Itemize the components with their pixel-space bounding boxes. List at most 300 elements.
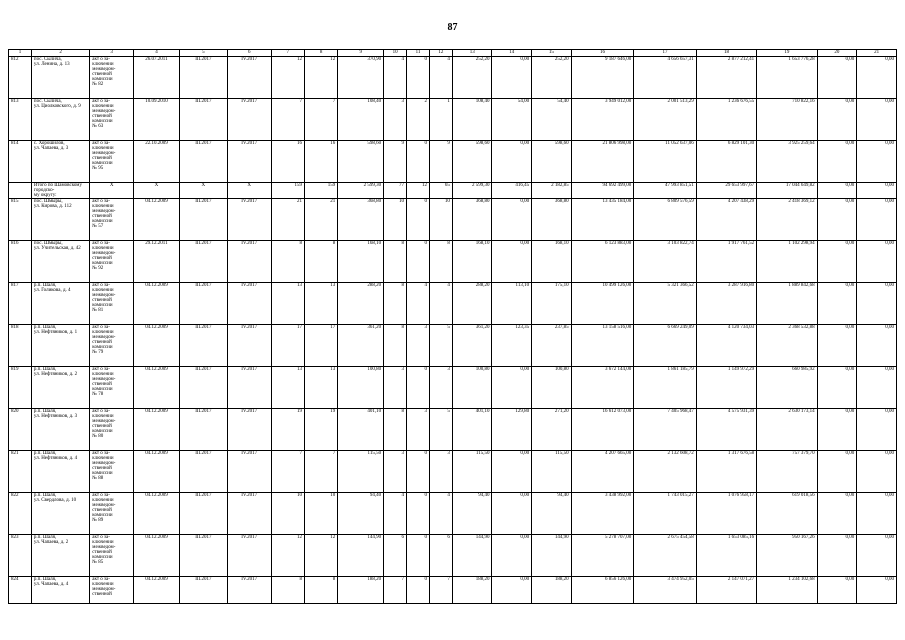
table-cell: 4 207 665,00	[571, 451, 634, 493]
table-cell: 819	[9, 367, 32, 409]
table-cell: IV.2017	[227, 241, 271, 283]
table-body	[9, 57, 897, 604]
table-cell: 370,90	[338, 57, 384, 99]
table-cell: 0,00	[857, 57, 897, 99]
table-row	[9, 141, 897, 183]
table-cell: 660 985,92	[757, 367, 817, 409]
table-cell: 77	[384, 183, 407, 199]
table-cell: акт о за- ключении межведом- ственной комиссии № 63	[90, 99, 134, 141]
table-cell: 5 321 366,52	[634, 283, 697, 325]
column-number-header: 3	[90, 50, 134, 57]
table-cell: 1 861 185,79	[634, 367, 697, 409]
table-cell: 3 287 916,80	[696, 283, 756, 325]
table-cell: 9 187 646,00	[571, 57, 634, 99]
table-cell: 04.12.2009	[134, 493, 180, 535]
table-cell: 598,60	[452, 141, 492, 183]
table-cell: 4 207 438,29	[696, 199, 756, 241]
table-cell: 2 599,30	[338, 183, 384, 199]
table-cell: 0,00	[817, 57, 857, 99]
table-cell: 13 435 184,00	[571, 199, 634, 241]
table-cell: 168,10	[338, 241, 384, 283]
table-cell: 0,00	[817, 367, 857, 409]
table-cell: 7	[304, 99, 337, 141]
table-cell: 1 234 102,68	[757, 577, 817, 604]
table-cell: акт о за- ключении межведом- ственной комиссии № 85	[90, 535, 134, 577]
table-cell: 2	[407, 99, 430, 141]
table-cell: акт о за- ключении межведом- ственной комиссии № 88	[90, 451, 134, 493]
table-cell: 0,00	[857, 241, 897, 283]
table-cell: пос. Шмыры, ул. Учительская, д. 42	[31, 241, 89, 283]
column-number-header: 6	[227, 50, 271, 57]
table-cell: 3	[384, 367, 407, 409]
table-cell: 5	[429, 409, 452, 451]
table-cell: 6 809 576,59	[634, 199, 697, 241]
table-cell: 5	[429, 325, 452, 367]
table-cell: 94,40	[532, 493, 572, 535]
table-row	[9, 409, 897, 451]
table-cell: 288,20	[452, 283, 492, 325]
table-cell: 288,20	[338, 283, 384, 325]
table-cell: 144,90	[532, 535, 572, 577]
table-cell: 0	[407, 199, 430, 241]
column-number-header: 16	[571, 50, 634, 57]
column-number-header: 1	[9, 50, 32, 57]
table-row	[9, 451, 897, 493]
table-cell: 598,60	[338, 141, 384, 183]
table-cell: 10	[271, 493, 304, 535]
table-cell: 3	[384, 99, 407, 141]
table-cell: 0,00	[817, 199, 857, 241]
table-cell: 0,00	[857, 367, 897, 409]
table-cell: 0,00	[492, 57, 532, 99]
column-number-header: 9	[338, 50, 384, 57]
table-cell: 0,00	[857, 183, 897, 199]
table-cell: 9	[429, 141, 452, 183]
table-cell: 12	[304, 57, 337, 99]
table-cell: 361,20	[338, 325, 384, 367]
column-number-header: 18	[696, 50, 756, 57]
column-number-header: 11	[407, 50, 430, 57]
table-cell: 04.12.2009	[134, 283, 180, 325]
table-cell: 3	[407, 409, 430, 451]
table-cell: 10	[384, 199, 407, 241]
table-cell: 188,20	[452, 577, 492, 604]
table-cell: 361,20	[452, 325, 492, 367]
table-cell: 812	[9, 57, 32, 99]
table-cell: 0,00	[817, 283, 857, 325]
table-cell: 1 236 676,55	[696, 99, 756, 141]
column-number-header: 7	[271, 50, 304, 57]
table-cell: 0,00	[857, 577, 897, 604]
table-cell: 26.07.2011	[134, 57, 180, 99]
table-cell: 3	[429, 451, 452, 493]
table-cell: 9	[384, 141, 407, 183]
table-cell: IV.2017	[227, 325, 271, 367]
table-cell: 4	[429, 57, 452, 99]
column-number-header: 12	[429, 50, 452, 57]
table-cell: 1 076 958,17	[696, 493, 756, 535]
table-cell: 113,10	[492, 283, 532, 325]
table-cell: IV.2017	[227, 493, 271, 535]
table-cell: 816	[9, 241, 32, 283]
table-cell: 12	[271, 535, 304, 577]
table-cell: 4 656 657,31	[634, 57, 697, 99]
table-cell: 0,00	[817, 325, 857, 367]
table-cell: 0,00	[492, 199, 532, 241]
table-cell: 8	[304, 577, 337, 604]
table-cell: 1 653 776,28	[757, 57, 817, 99]
table-cell: Итого по Шамовскому городско- му округу:	[31, 183, 89, 199]
table-cell: 2 630 173,14	[757, 409, 817, 451]
table-cell: III.2017	[179, 409, 227, 451]
table-cell: 21	[304, 199, 337, 241]
table-cell: 950 167,26	[757, 535, 817, 577]
table-cell: 813	[9, 99, 32, 141]
table-cell: 6 123 883,00	[571, 241, 634, 283]
table-cell: 10	[304, 493, 337, 535]
table-cell: 0,00	[492, 367, 532, 409]
total-row	[9, 183, 897, 199]
table-cell: 818	[9, 325, 32, 367]
table-cell: 159	[271, 183, 304, 199]
table-cell: 1 917 761,52	[696, 241, 756, 283]
table-cell: 2 675 454,58	[634, 535, 697, 577]
column-number-header: 19	[757, 50, 817, 57]
table-cell: акт о за- ключении межведом- ственной комиссии № 78	[90, 367, 134, 409]
table-cell: р.п. Шаля, ул. Нефтяников, д. 3	[31, 409, 89, 451]
table-cell: 19	[304, 409, 337, 451]
table-cell: р.п. Шаля, ул. Свердлова, д. 10	[31, 493, 89, 535]
table-cell: 0,00	[817, 535, 857, 577]
table-cell: 0,00	[492, 535, 532, 577]
table-cell: акт о за- ключении межведом- ственной комиссии № 92	[90, 241, 134, 283]
table-cell: 3 103 822,74	[634, 241, 697, 283]
table-cell: X	[134, 183, 180, 199]
table-cell: 17	[271, 325, 304, 367]
table-cell: 123,35	[492, 325, 532, 367]
table-cell: 159	[304, 183, 337, 199]
table-cell: 12	[271, 57, 304, 99]
table-cell: 0	[407, 535, 430, 577]
table-cell: 04.12.2009	[134, 409, 180, 451]
table-cell: 6	[384, 535, 407, 577]
column-number-header: 15	[532, 50, 572, 57]
table-cell: 115,50	[452, 451, 492, 493]
column-number-row	[9, 50, 897, 57]
table-cell: 0,00	[857, 493, 897, 535]
table-cell: акт о за- ключении межведом- ственной комиссии № 89	[90, 493, 134, 535]
table-cell: 619 018,56	[757, 493, 817, 535]
table-cell: 12	[407, 183, 430, 199]
table-cell: акт о за- ключении межведом- ственной комиссии № 79	[90, 325, 134, 367]
table-cell: 144,90	[338, 535, 384, 577]
table-cell: 16	[304, 141, 337, 183]
table-cell: 8	[384, 409, 407, 451]
page-number: 87	[447, 22, 458, 33]
table-cell: 1 317 676,58	[696, 451, 756, 493]
table-cell: 13	[271, 367, 304, 409]
column-number-header: 14	[492, 50, 532, 57]
table-cell: 13	[304, 367, 337, 409]
table-cell: 94,40	[452, 493, 492, 535]
table-cell: 0,00	[857, 141, 897, 183]
table-cell: 0,00	[817, 409, 857, 451]
table-cell: 0,00	[492, 451, 532, 493]
table-cell: 21 806 998,00	[571, 141, 634, 183]
table-row	[9, 493, 897, 535]
table-row	[9, 57, 897, 99]
table-cell: 252,20	[452, 57, 492, 99]
table-cell: 100,80	[452, 367, 492, 409]
table-cell: 817	[9, 283, 32, 325]
table-row	[9, 577, 897, 604]
column-number-header: 10	[384, 50, 407, 57]
table-cell: 0,00	[492, 577, 532, 604]
table-cell: 0,00	[817, 451, 857, 493]
table-cell: 115,50	[532, 451, 572, 493]
table-cell: 0	[407, 367, 430, 409]
table-cell: 3	[407, 325, 430, 367]
table-cell: 0	[407, 451, 430, 493]
table-cell: 13	[304, 283, 337, 325]
table-cell: 1	[429, 99, 452, 141]
column-number-header: 4	[134, 50, 180, 57]
table-cell: 0,00	[857, 325, 897, 367]
table-cell: 271,20	[532, 409, 572, 451]
table-cell: 0,00	[817, 99, 857, 141]
table-cell: 0,00	[817, 493, 857, 535]
table-cell: 108,40	[452, 99, 492, 141]
table-cell: 10	[429, 199, 452, 241]
table-cell: 820	[9, 409, 32, 451]
table-cell: 2 599,30	[452, 183, 492, 199]
column-number-header: 8	[304, 50, 337, 57]
table-cell: 8	[304, 241, 337, 283]
table-cell: 822	[9, 493, 32, 535]
table-cell: III.2017	[179, 283, 227, 325]
table-row	[9, 367, 897, 409]
table-cell: 6 829 101,30	[696, 141, 756, 183]
table-cell: 21	[271, 199, 304, 241]
table-cell: 100,80	[338, 367, 384, 409]
table-cell: 4	[429, 493, 452, 535]
table-cell: 17	[304, 325, 337, 367]
table-cell: 4 575 931,39	[696, 409, 756, 451]
table-cell: 168,10	[532, 241, 572, 283]
table-cell: 0,00	[492, 241, 532, 283]
table-cell: 815	[9, 199, 32, 241]
table-cell: 11 052 637,06	[634, 141, 697, 183]
table-cell: р.п. Шаля, ул. Чапаева, д. 2	[31, 535, 89, 577]
table-row	[9, 199, 897, 241]
table-cell: пос. Сылича, ул. Ленина, д. 13	[31, 57, 89, 99]
table-cell: 100,80	[532, 367, 572, 409]
table-cell: 3 474 952,05	[634, 577, 697, 604]
table-cell: 4	[407, 283, 430, 325]
table-cell: 1 149 972,29	[696, 367, 756, 409]
table-cell: IV.2017	[227, 199, 271, 241]
table-cell: 710 822,16	[757, 99, 817, 141]
table-cell: 65	[429, 183, 452, 199]
table-cell: 108,40	[338, 99, 384, 141]
table-cell: III.2017	[179, 325, 227, 367]
table-cell: IV.2017	[227, 141, 271, 183]
table-cell: 4	[384, 57, 407, 99]
column-number-header: 5	[179, 50, 227, 57]
table-cell: 168,10	[452, 241, 492, 283]
table-cell: 2 147 071,27	[696, 577, 756, 604]
table-cell: III.2017	[179, 241, 227, 283]
table-cell: р.п. Шаля, ул. Нефтяников, д. 2	[31, 367, 89, 409]
table-cell: акт о за- ключении межведом- ственной комиссии № 95	[90, 141, 134, 183]
table-cell: 04.12.2009	[134, 577, 180, 604]
table-cell: 04.12.2009	[134, 535, 180, 577]
table-cell: 6 669 249,09	[634, 325, 697, 367]
table-cell: 8	[384, 325, 407, 367]
table-cell: 8	[384, 283, 407, 325]
table-cell: 29 653 997,67	[696, 183, 756, 199]
column-number-header: 17	[634, 50, 697, 57]
table-cell: 237,85	[532, 325, 572, 367]
table-cell	[9, 183, 32, 199]
table-cell: III.2017	[179, 199, 227, 241]
table-cell: р.п. Шаля, ул. Голикова, д. 4	[31, 283, 89, 325]
table-cell: 10 499 126,00	[571, 283, 634, 325]
table-cell: 401,10	[452, 409, 492, 451]
table-cell: III.2017	[179, 367, 227, 409]
table-cell: 0	[407, 241, 430, 283]
table-cell: IV.2017	[227, 99, 271, 141]
table-cell: р.п. Шаля, ул. Чапаева, д. 4	[31, 577, 89, 604]
table-cell: IV.2017	[227, 409, 271, 451]
table-cell: 1 743 015,27	[634, 493, 697, 535]
table-cell: 6 856 126,00	[571, 577, 634, 604]
table-cell: 54,00	[492, 99, 532, 141]
table-cell: 16 612 073,00	[571, 409, 634, 451]
table-cell: 0	[407, 493, 430, 535]
table-cell: III.2017	[179, 535, 227, 577]
table-cell: 13 158 516,00	[571, 325, 634, 367]
table-cell: 47 993 851,51	[634, 183, 697, 199]
table-cell: 94,40	[338, 493, 384, 535]
table-cell: 4 120 734,03	[696, 325, 756, 367]
table-cell: 10.09.2010	[134, 99, 180, 141]
table-cell: 1 102 298,94	[757, 241, 817, 283]
table-cell: 823	[9, 535, 32, 577]
table-cell: 2 877 212,41	[696, 57, 756, 99]
table-cell: III.2017	[179, 141, 227, 183]
table-cell: 8	[429, 241, 452, 283]
table-cell: 368,80	[452, 199, 492, 241]
table-cell: акт о за- ключении межведом- ственной комиссии № 80	[90, 409, 134, 451]
table-cell: 757 379,70	[757, 451, 817, 493]
table-cell: 144,90	[452, 535, 492, 577]
table-cell: 8	[271, 241, 304, 283]
table-cell: 4	[384, 493, 407, 535]
table-cell: акт о за- ключении межведом- ственной комиссии № 81	[90, 283, 134, 325]
table-cell: 368,80	[532, 199, 572, 241]
table-cell: акт о за- ключении межведом- ственной	[90, 577, 134, 604]
table-cell: 3 438 992,00	[571, 493, 634, 535]
table-cell: 0	[407, 57, 430, 99]
table-cell: III.2017	[179, 57, 227, 99]
table-cell: 0,00	[817, 141, 857, 183]
table-cell: 0,00	[817, 183, 857, 199]
table-cell: 22.10.2009	[134, 141, 180, 183]
table-cell: IV.2017	[227, 283, 271, 325]
table-cell: 188,20	[532, 577, 572, 604]
table-cell: 175,10	[532, 283, 572, 325]
table-cell: 7	[304, 451, 337, 493]
table-cell: 0,00	[857, 409, 897, 451]
table-cell: р.п. Шаля, ул. Нефтяников, д. 1	[31, 325, 89, 367]
table-row	[9, 99, 897, 141]
table-cell: 2 182,85	[532, 183, 572, 199]
table-cell: акт о за- ключении межведом- ственной комиссии № 82	[90, 57, 134, 99]
table-cell: 12	[304, 535, 337, 577]
table-cell: 129,80	[492, 409, 532, 451]
column-number-header: 2	[31, 50, 89, 57]
table-cell: 252,20	[532, 57, 572, 99]
table-cell: III.2017	[179, 99, 227, 141]
table-cell: 2 132 608,72	[634, 451, 697, 493]
table-cell: 0,00	[857, 535, 897, 577]
table-cell: 0	[407, 141, 430, 183]
table-cell: 416,45	[492, 183, 532, 199]
table-cell: 16	[271, 141, 304, 183]
table-cell: 2 368 532,88	[757, 325, 817, 367]
table-row	[9, 283, 897, 325]
table-cell: IV.2017	[227, 535, 271, 577]
table-cell: 0,00	[857, 199, 897, 241]
table-cell: 0,00	[817, 577, 857, 604]
table-cell: 1 653 085,16	[696, 535, 756, 577]
table-cell: X	[227, 183, 271, 199]
table-row	[9, 241, 897, 283]
table-cell: 13	[271, 283, 304, 325]
table-cell: 3 925 259,64	[757, 141, 817, 183]
table-cell: 3 672 144,00	[571, 367, 634, 409]
table-cell: IV.2017	[227, 451, 271, 493]
table-cell: 401,10	[338, 409, 384, 451]
table-cell: 598,60	[532, 141, 572, 183]
table-cell: 04.12.2009	[134, 367, 180, 409]
table-cell: X	[179, 183, 227, 199]
table-cell: IV.2017	[227, 57, 271, 99]
table-cell: 0,00	[492, 141, 532, 183]
table-cell: III.2017	[179, 577, 227, 604]
table-cell: 8	[384, 241, 407, 283]
table-cell: 8	[271, 577, 304, 604]
table-cell: 19	[271, 409, 304, 451]
table-cell: III.2017	[179, 451, 227, 493]
table-cell: 7	[429, 577, 452, 604]
table-cell: 1 889 842,68	[757, 283, 817, 325]
table-cell: 814	[9, 141, 32, 183]
table-cell: 94 692 499,00	[571, 183, 634, 199]
table-cell: 821	[9, 451, 32, 493]
table-cell: 0,00	[857, 283, 897, 325]
table-cell: 824	[9, 577, 32, 604]
table-cell: 0,00	[857, 451, 897, 493]
table-cell: 0,00	[857, 99, 897, 141]
table-cell: пос. Сылича, ул. Циолковского, д. 9	[31, 99, 89, 141]
table-cell: 5 278 707,00	[571, 535, 634, 577]
table-cell: 368,80	[338, 199, 384, 241]
table-cell: 29.12.2011	[134, 241, 180, 283]
table-cell: 04.12.2009	[134, 199, 180, 241]
table-cell: 115,50	[338, 451, 384, 493]
